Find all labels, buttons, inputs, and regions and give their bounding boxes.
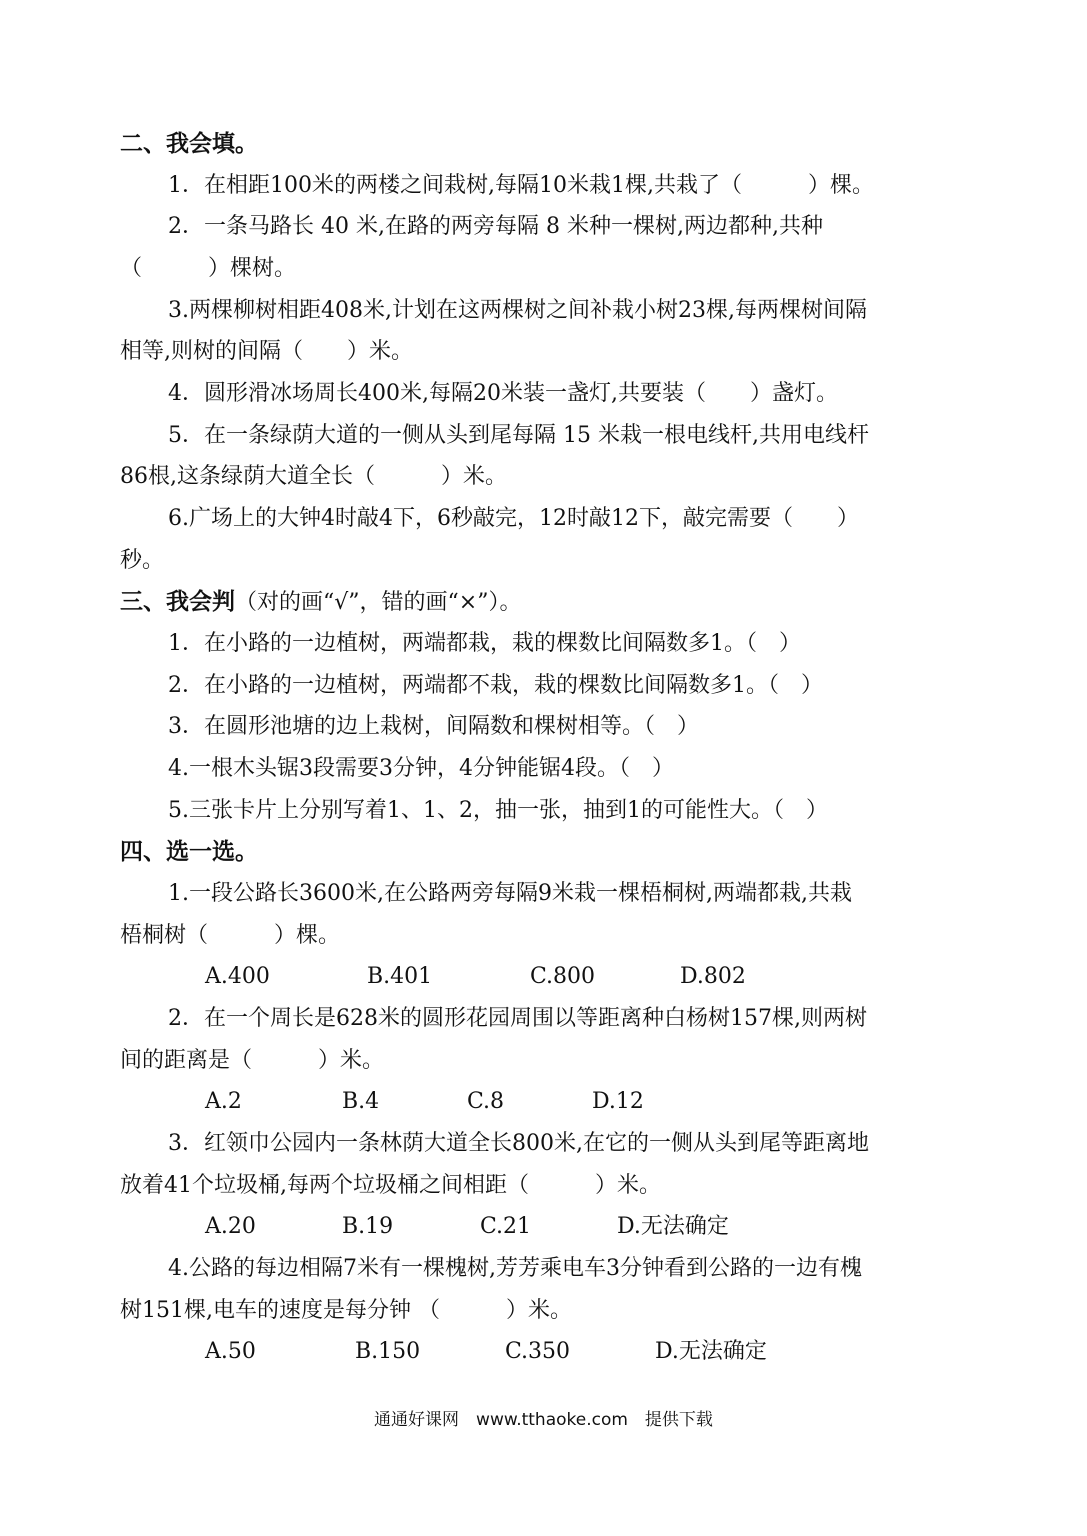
question-4-2-option-c: C.8 <box>467 1089 505 1114</box>
section-2-heading: 二、我会填。 <box>120 130 258 157</box>
footer-source: 通通好课网 www.tthaoke.com 提供下载 <box>374 1410 713 1430</box>
question-4-2-line1: 2．在一个周长是628米的圆形花园周围以等距离种白杨树157棵,则两树 <box>168 1006 867 1031</box>
question-2-3-line2: 相等,则树的间隔（ ）米。 <box>120 339 413 364</box>
question-2-2-line1: 2．一条马路长 40 米,在路的两旁每隔 8 米种一棵树,两边都种,共种 <box>168 214 823 239</box>
question-2-5-line2: 86根,这条绿荫大道全长（ ）米。 <box>120 464 507 489</box>
question-2-3-line1: 3.两棵柳树相距408米,计划在这两棵树之间补栽小树23棵,每两棵树间隔 <box>168 298 867 323</box>
question-2-6-line2: 秒。 <box>120 548 165 573</box>
question-4-4-option-c: C.350 <box>505 1339 571 1364</box>
question-4-3-line1: 3．红领巾公园内一条林荫大道全长800米,在它的一侧从头到尾等距离地 <box>168 1131 869 1156</box>
question-4-4-line1: 4.公路的每边相隔7米有一棵槐树,芳芳乘电车3分钟看到公路的一边有槐 <box>168 1256 862 1281</box>
question-3-5: 5.三张卡片上分别写着1、1、2，抽一张，抽到1的可能性大。（ ） <box>168 798 828 823</box>
question-3-1: 1．在小路的一边植树，两端都栽，栽的棵数比间隔数多1。（ ） <box>168 631 801 656</box>
question-4-2-option-a: A.2 <box>205 1089 242 1114</box>
question-4-1-option-b: B.401 <box>367 964 433 989</box>
question-3-4: 4.一根木头锯3段需要3分钟，4分钟能锯4段。（ ） <box>168 756 674 781</box>
question-4-3-option-a: A.20 <box>205 1214 256 1239</box>
question-4-4-option-b: B.150 <box>355 1339 421 1364</box>
question-4-1-line2: 梧桐树（ ）棵。 <box>120 923 341 948</box>
question-3-3: 3．在圆形池塘的边上栽树，间隔数和棵树相等。（ ） <box>168 714 699 739</box>
question-4-3-line2: 放着41个垃圾桶,每两个垃圾桶之间相距（ ）米。 <box>120 1173 661 1198</box>
question-4-2-line2: 间的距离是（ ）米。 <box>120 1048 385 1073</box>
question-2-2-line2: （ ）棵树。 <box>120 256 297 281</box>
question-4-2-option-d: D.12 <box>592 1089 644 1114</box>
question-4-1-option-a: A.400 <box>205 964 270 989</box>
section-3-heading: 三、我会判 <box>120 588 235 615</box>
question-4-2-option-b: B.4 <box>342 1089 380 1114</box>
question-2-1: 1．在相距100米的两楼之间栽树,每隔10米栽1棵,共栽了（ ）棵。 <box>168 173 874 198</box>
question-4-1-option-d: D.802 <box>680 964 746 989</box>
question-4-1-line1: 1.一段公路长3600米,在公路两旁每隔9米栽一棵梧桐树,两端都栽,共栽 <box>168 881 852 906</box>
question-4-4-line2: 树151棵,电车的速度是每分钟 （ ）米。 <box>120 1298 572 1323</box>
section-3-header <box>120 588 970 617</box>
section-4-heading: 四、选一选。 <box>120 838 258 865</box>
question-4-1-option-c: C.800 <box>530 964 596 989</box>
question-4-3-option-b: B.19 <box>342 1214 394 1239</box>
question-2-6-line1: 6.广场上的大钟4时敲4下，6秒敲完，12时敲12下，敲完需要（ ） <box>168 506 859 531</box>
question-3-2: 2．在小路的一边植树，两端都不栽，栽的棵数比间隔数多1。（ ） <box>168 673 823 698</box>
question-2-5-line1: 5．在一条绿荫大道的一侧从头到尾每隔 15 米栽一根电线杆,共用电线杆 <box>168 423 869 448</box>
question-4-4-option-a: A.50 <box>205 1339 256 1364</box>
question-4-3-option-c: C.21 <box>480 1214 532 1239</box>
question-4-3-option-d: D.无法确定 <box>617 1214 729 1239</box>
section-3-note: （对的画“√”，错的画“×”）。 <box>235 590 522 615</box>
question-4-4-option-d: D.无法确定 <box>655 1339 767 1364</box>
question-2-4: 4．圆形滑冰场周长400米,每隔20米装一盏灯,共要装（ ）盏灯。 <box>168 381 838 406</box>
